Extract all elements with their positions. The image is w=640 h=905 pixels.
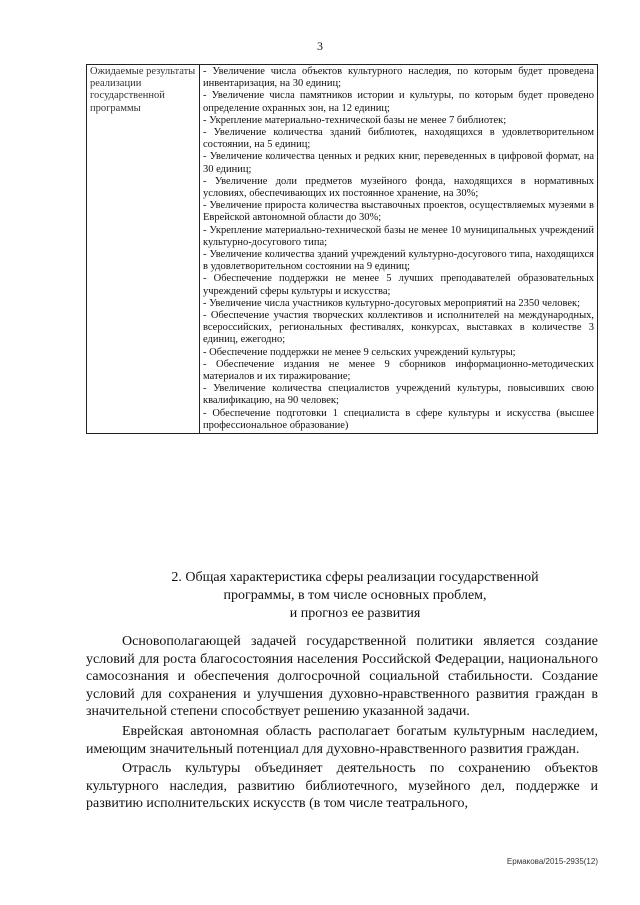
heading-line: 2. Общая характеристика сферы реализации государственной — [171, 570, 539, 585]
list-item: - Обеспечение поддержки не менее 5 лучших преподавателей образовательных учреждений сферы культуры и искусства; — [203, 273, 594, 297]
list-item: - Увеличение числа участников культурно-досуговых мероприятий на 2350 человек; — [203, 297, 581, 309]
list-item: - Увеличение числа памятников истории и культуры, по которым будет проведено определение охранных зон, на 12 единиц; — [203, 90, 594, 114]
paragraph: Еврейская автономная область располагает богатым культурным наследием, имеющим значительный потенциал для духовно-нравственного развития граждан. — [86, 723, 598, 757]
section-body — [86, 633, 598, 815]
list-item: - Увеличение доли предметов музейного фонда, находящихся в нормативных условиях, обеспечивающих их постоянное хранение, на 30%; — [203, 175, 594, 200]
list-item: - Увеличение числа объектов культурного наследия, по которым будет проведена инвентаризация, на 30 единиц; — [203, 66, 594, 90]
list-item: - Увеличение количества специалистов учреждений культуры, повысивших свою квалификацию, на 90 человек; — [203, 383, 594, 407]
table-row — [87, 65, 598, 434]
list-item: - Обеспечение поддержки не менее 9 сельских учреждений культуры; — [203, 346, 516, 358]
page-number: 3 — [317, 39, 323, 53]
list-item: - Обеспечение издания не менее 9 сборников информационно-методических материалов и их тиражирование; — [203, 358, 594, 383]
list-item: - Укрепление материально-технической базы не менее 7 библиотек; — [203, 114, 507, 126]
list-item: - Обеспечение участия творческих коллективов и исполнителей на международных, всероссийских, региональных фестивалях, конкурсах, выставках в количестве 3 единиц, ежегодно; — [203, 310, 594, 346]
list-item: - Укрепление материально-технической базы не менее 10 муниципальных учреждений культурно-досугового типа; — [203, 224, 594, 248]
list-item: - Увеличение количества зданий библиотек, находящихся в удовлетворительном состоянии, на 5 единиц; — [203, 127, 594, 151]
heading-line: программы, в том числе основных проблем, — [223, 588, 487, 603]
list-item: - Увеличение количества ценных и редких книг, переведенных в цифровой формат, на 30 единиц; — [203, 151, 594, 175]
paragraph: Отрасль культуры объединяет деятельность по сохранению объектов культурного наследия, развитию библиотечного, музейного дел, поддержке и развитию исполнительских искусств (в том числе театрального, — [86, 761, 598, 812]
results-list — [200, 65, 598, 434]
document-code: Ермакова/2015-2935(12) — [506, 857, 598, 866]
expected-results-table — [86, 64, 598, 434]
section-heading — [120, 569, 590, 623]
list-item: - Обеспечение подготовки 1 специалиста в сфере культуры и искусства (высшее профессиональное образование) — [203, 407, 594, 431]
row-label: Ожидаемые результаты реализации государственной программы — [87, 65, 200, 434]
heading-line: и прогноз ее развития — [289, 606, 421, 621]
paragraph: Основополагающей задачей государственной политики является создание условий для роста благосостояния населения Российской Федерации, национального самосознания и обеспечения долгосрочной социальной стабильности. Создание условий для сохранения и улучшения духовно-нравственного развития граждан в значительной степени способствует решению указанной задачи. — [86, 634, 598, 720]
list-item: - Увеличение прироста количества выставочных проектов, осуществляемых музеями в Еврейской автономной области до 30%; — [203, 200, 594, 224]
list-item: - Увеличение количества зданий учреждений культурно-досугового типа, находящихся в удовлетворительном состоянии на 9 единиц; — [203, 249, 594, 273]
